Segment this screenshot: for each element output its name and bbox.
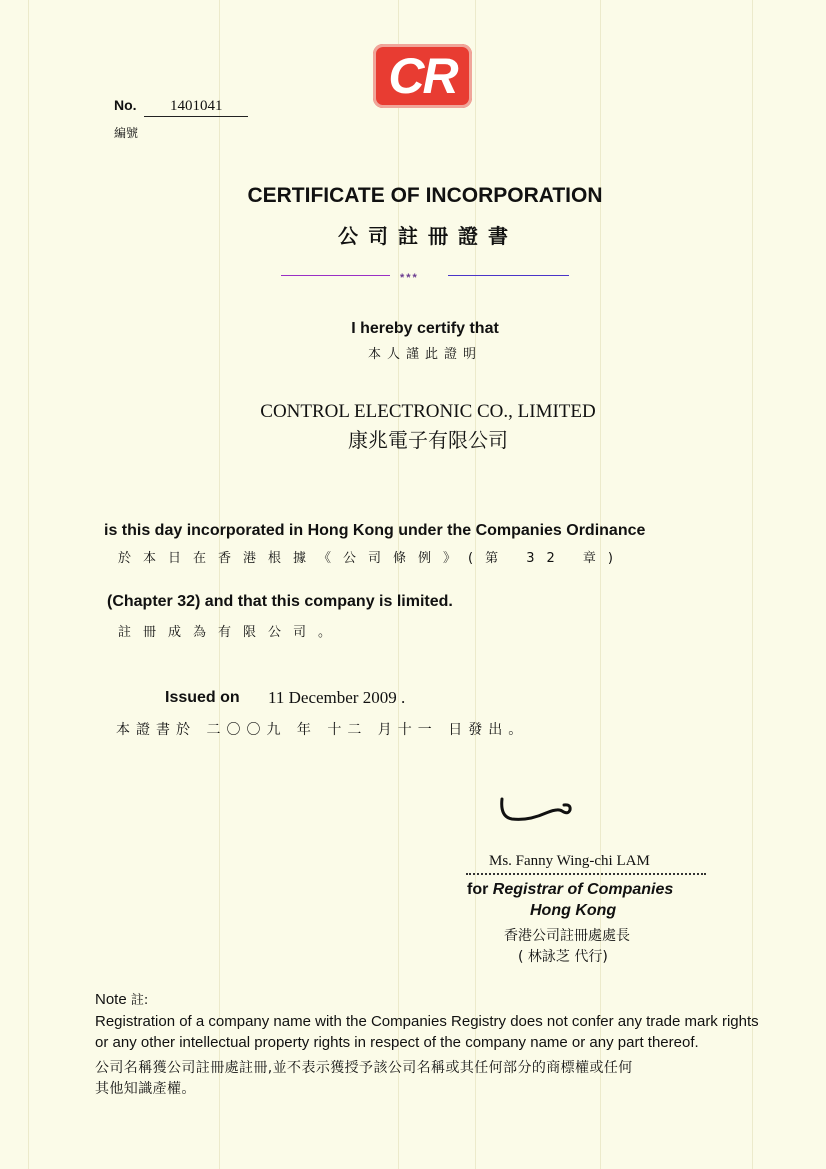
issued-date-cjk: 本證書於 二〇〇九 年 十二 月十一 日發出。	[116, 722, 529, 738]
company-name-cjk: 康兆電子有限公司	[348, 428, 508, 452]
registrar-place: Hong Kong	[530, 902, 617, 919]
certificate-number-label: No.	[114, 97, 137, 113]
divider-right-rule	[448, 275, 569, 276]
registrar-title	[467, 881, 673, 899]
signer-name-cjk: ( 林詠芝 代行)	[518, 949, 608, 965]
issued-date: 11 December 2009 .	[268, 688, 406, 707]
note-label-cjk: 註:	[130, 993, 149, 1008]
certify-statement: I hereby certify that	[351, 320, 499, 337]
note-text-line1: Registration of a company name with the Companies Registry does not confer any trade mark rights	[95, 1013, 759, 1030]
certificate-title: CERTIFICATE OF INCORPORATION	[247, 184, 603, 207]
signature-dotted-line	[466, 873, 706, 875]
issued-on-label: Issued on	[165, 689, 240, 706]
registrar-role: Registrar of Companies	[492, 881, 674, 898]
registrar-title-cjk: 香港公司註冊處處長	[504, 928, 630, 944]
note-text-line3-cjk: 公司名稱獲公司註冊處註冊,並不表示獲授予該公司名稱或其任何部分的商標權或任何	[95, 1060, 633, 1076]
for-prefix: for	[467, 881, 489, 898]
signer-name: Ms. Fanny Wing-chi LAM	[489, 853, 650, 869]
logo-text: CR	[388, 48, 457, 104]
note-text-line4-cjk: 其他知識產權。	[95, 1081, 196, 1097]
certificate-title-cjk: 公司註冊證書	[338, 224, 518, 248]
certify-statement-cjk: 本人謹此證明	[367, 347, 482, 362]
note-label: Note	[95, 991, 127, 1008]
incorporation-statement-line1-cjk: 於本日在香港根據《公司條例》(第 32 章)	[118, 551, 625, 566]
divider-ornament: ***	[400, 272, 419, 284]
note-text-line2: or any other intellectual property rights in respect of the company name or any part thereof.	[95, 1034, 699, 1051]
divider-left-rule	[281, 275, 390, 276]
company-logo	[373, 44, 472, 108]
certificate-number-value: 1401041	[144, 97, 248, 117]
incorporation-statement-line2: (Chapter 32) and that this company is limited.	[107, 593, 453, 610]
incorporation-statement-line1: is this day incorporated in Hong Kong under the Companies Ordinance	[104, 522, 646, 539]
company-name: CONTROL ELECTRONIC CO., LIMITED	[260, 401, 596, 422]
certificate-number-label-cjk: 編號	[114, 126, 139, 140]
registrar-signature	[496, 795, 576, 825]
note-heading	[95, 989, 148, 1008]
incorporation-statement-line2-cjk: 註冊成為有限公司。	[118, 625, 344, 640]
